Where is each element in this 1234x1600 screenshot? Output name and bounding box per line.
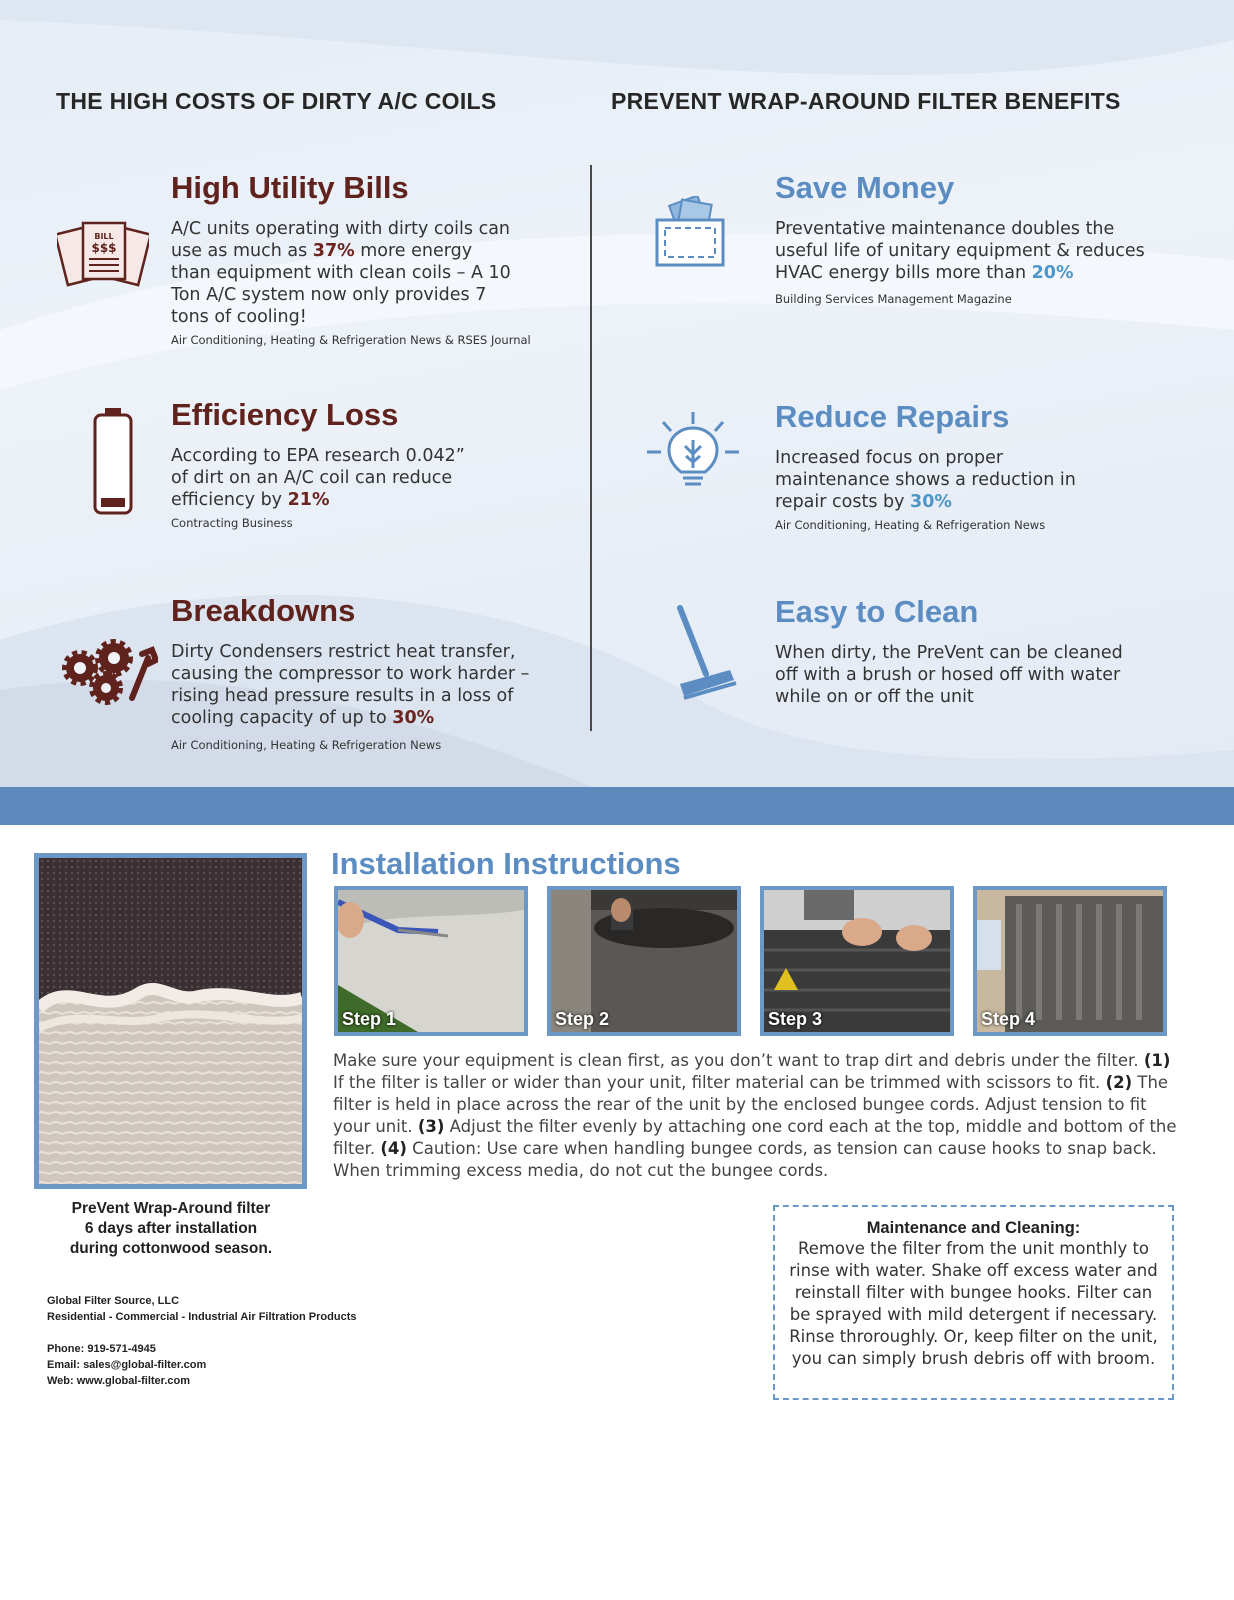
battery-icon	[92, 406, 134, 516]
costs-heading: THE HIGH COSTS OF DIRTY A/C COILS	[56, 88, 497, 114]
column-divider	[590, 165, 592, 731]
svg-text:BILL: BILL	[94, 232, 114, 241]
benefit-item-save-money	[775, 170, 1175, 306]
step-3-photo	[760, 886, 954, 1036]
benefit-text: Preventative maintenance doubles the useful life of unitary equipment & reduces HVAC energy bills more than 20%	[775, 219, 1145, 283]
benefit-highlight: 30%	[910, 492, 952, 512]
contact-tagline: Residential - Commercial - Industrial Air Filtration Products	[47, 1311, 357, 1323]
contact-email[interactable]: Email: sales@global-filter.com	[47, 1359, 207, 1371]
bills-icon	[57, 219, 149, 289]
cost-source: Air Conditioning, Heating & Refrigeration News	[171, 738, 442, 752]
maintenance-box	[773, 1205, 1174, 1400]
filter-photo-image	[39, 858, 302, 1184]
contact-phone: Phone: 919-571-4945	[47, 1343, 156, 1355]
photo-caption: PreVent Wrap-Around filter 6 days after installation during cottonwood season.	[69, 1200, 273, 1257]
contact-web[interactable]: Web: www.global-filter.com	[47, 1375, 191, 1387]
cost-source: Air Conditioning, Heating & Refrigeration News & RSES Journal	[171, 333, 531, 347]
cost-source: Contracting Business	[171, 516, 293, 530]
svg-text:$$$: $$$	[91, 241, 117, 255]
benefit-text: Increased focus on proper maintenance shows a reduction in repair costs by 30%	[775, 448, 1076, 512]
cost-item-utility-bills	[171, 170, 556, 347]
benefit-title: Save Money	[775, 170, 955, 205]
cost-title: Breakdowns	[171, 593, 356, 628]
step-1-photo	[334, 886, 528, 1036]
gears-wrench-icon	[62, 636, 158, 708]
cost-title: Efficiency Loss	[171, 397, 399, 432]
money-envelope-icon	[654, 196, 728, 270]
benefit-source: Building Services Management Magazine	[775, 292, 1012, 306]
squeegee-icon	[672, 604, 742, 704]
step-2-label: Step 2	[555, 1009, 610, 1029]
benefit-item-easy-to-clean	[775, 594, 1155, 708]
step-4-photo	[973, 886, 1167, 1036]
benefit-item-reduce-repairs	[775, 399, 1105, 532]
section-band	[0, 787, 1234, 825]
step-1-label: Step 1	[342, 1009, 397, 1029]
installation-instructions: Make sure your equipment is clean first, as you don’t want to trap dirt and debris under the filter. (1) If the filter is taller or wider than your unit, filter material can be trimmed with scissors to fit. (2) The filter is held in place across the rear of the unit by the enclosed bungee cords. Adjust tension to fit your unit. (3) Adjust the filter evenly by attaching one cord each at the top, middle and bottom of the filter. (4) Caution: Use care when handling bungee cords, as tension can cause hooks to snap back. When trimming excess media, do not cut the bungee cords.	[333, 1051, 1177, 1180]
benefit-highlight: 20%	[1031, 263, 1074, 283]
maintenance-title: Maintenance and Cleaning:	[866, 1219, 1081, 1237]
benefit-text: When dirty, the PreVent can be cleaned off with a brush or hosed off with water while on or off the unit	[775, 643, 1123, 707]
contact-company: Global Filter Source, LLC	[47, 1295, 180, 1307]
cost-text: A/C units operating with dirty coils can use as much as 37% more energy than equipment with clean coils – A 10 Ton A/C system now only provides 7 tons of cooling!	[171, 219, 511, 327]
step-3-label: Step 3	[768, 1009, 823, 1029]
benefit-title: Easy to Clean	[775, 594, 979, 629]
cost-text: Dirty Condensers restrict heat transfer, causing the compressor to work harder – rising head pressure results in a loss of cooling capacity of up to 30%	[171, 642, 530, 728]
cost-text: According to EPA research 0.042” of dirt on an A/C coil can reduce efficiency by 21%	[171, 446, 465, 510]
installation-title: Installation Instructions	[331, 846, 681, 881]
benefit-source: Air Conditioning, Heating & Refrigeration News	[775, 518, 1046, 532]
benefits-heading: PREVENT WRAP-AROUND FILTER BENEFITS	[611, 88, 1121, 114]
cost-highlight: 21%	[287, 490, 330, 510]
maintenance-text: Remove the filter from the unit monthly to rinse with water. Shake off excess water and reinstall filter with bungee hooks. Filter can be sprayed with mild detergent if necessary. Rinse throroughly. Or, keep filter on the unit, you can simply brush debris off with broom.	[789, 1239, 1158, 1368]
cost-highlight: 37%	[312, 241, 355, 261]
cost-highlight: 30%	[392, 708, 435, 728]
cost-item-efficiency-loss	[171, 397, 491, 530]
benefit-title: Reduce Repairs	[775, 399, 1010, 434]
cost-item-breakdowns	[171, 593, 551, 752]
step-4-label: Step 4	[981, 1009, 1036, 1029]
lightbulb-icon	[645, 410, 741, 496]
cost-title: High Utility Bills	[171, 170, 409, 205]
filter-photo	[34, 853, 307, 1189]
step-2-photo	[547, 886, 741, 1036]
